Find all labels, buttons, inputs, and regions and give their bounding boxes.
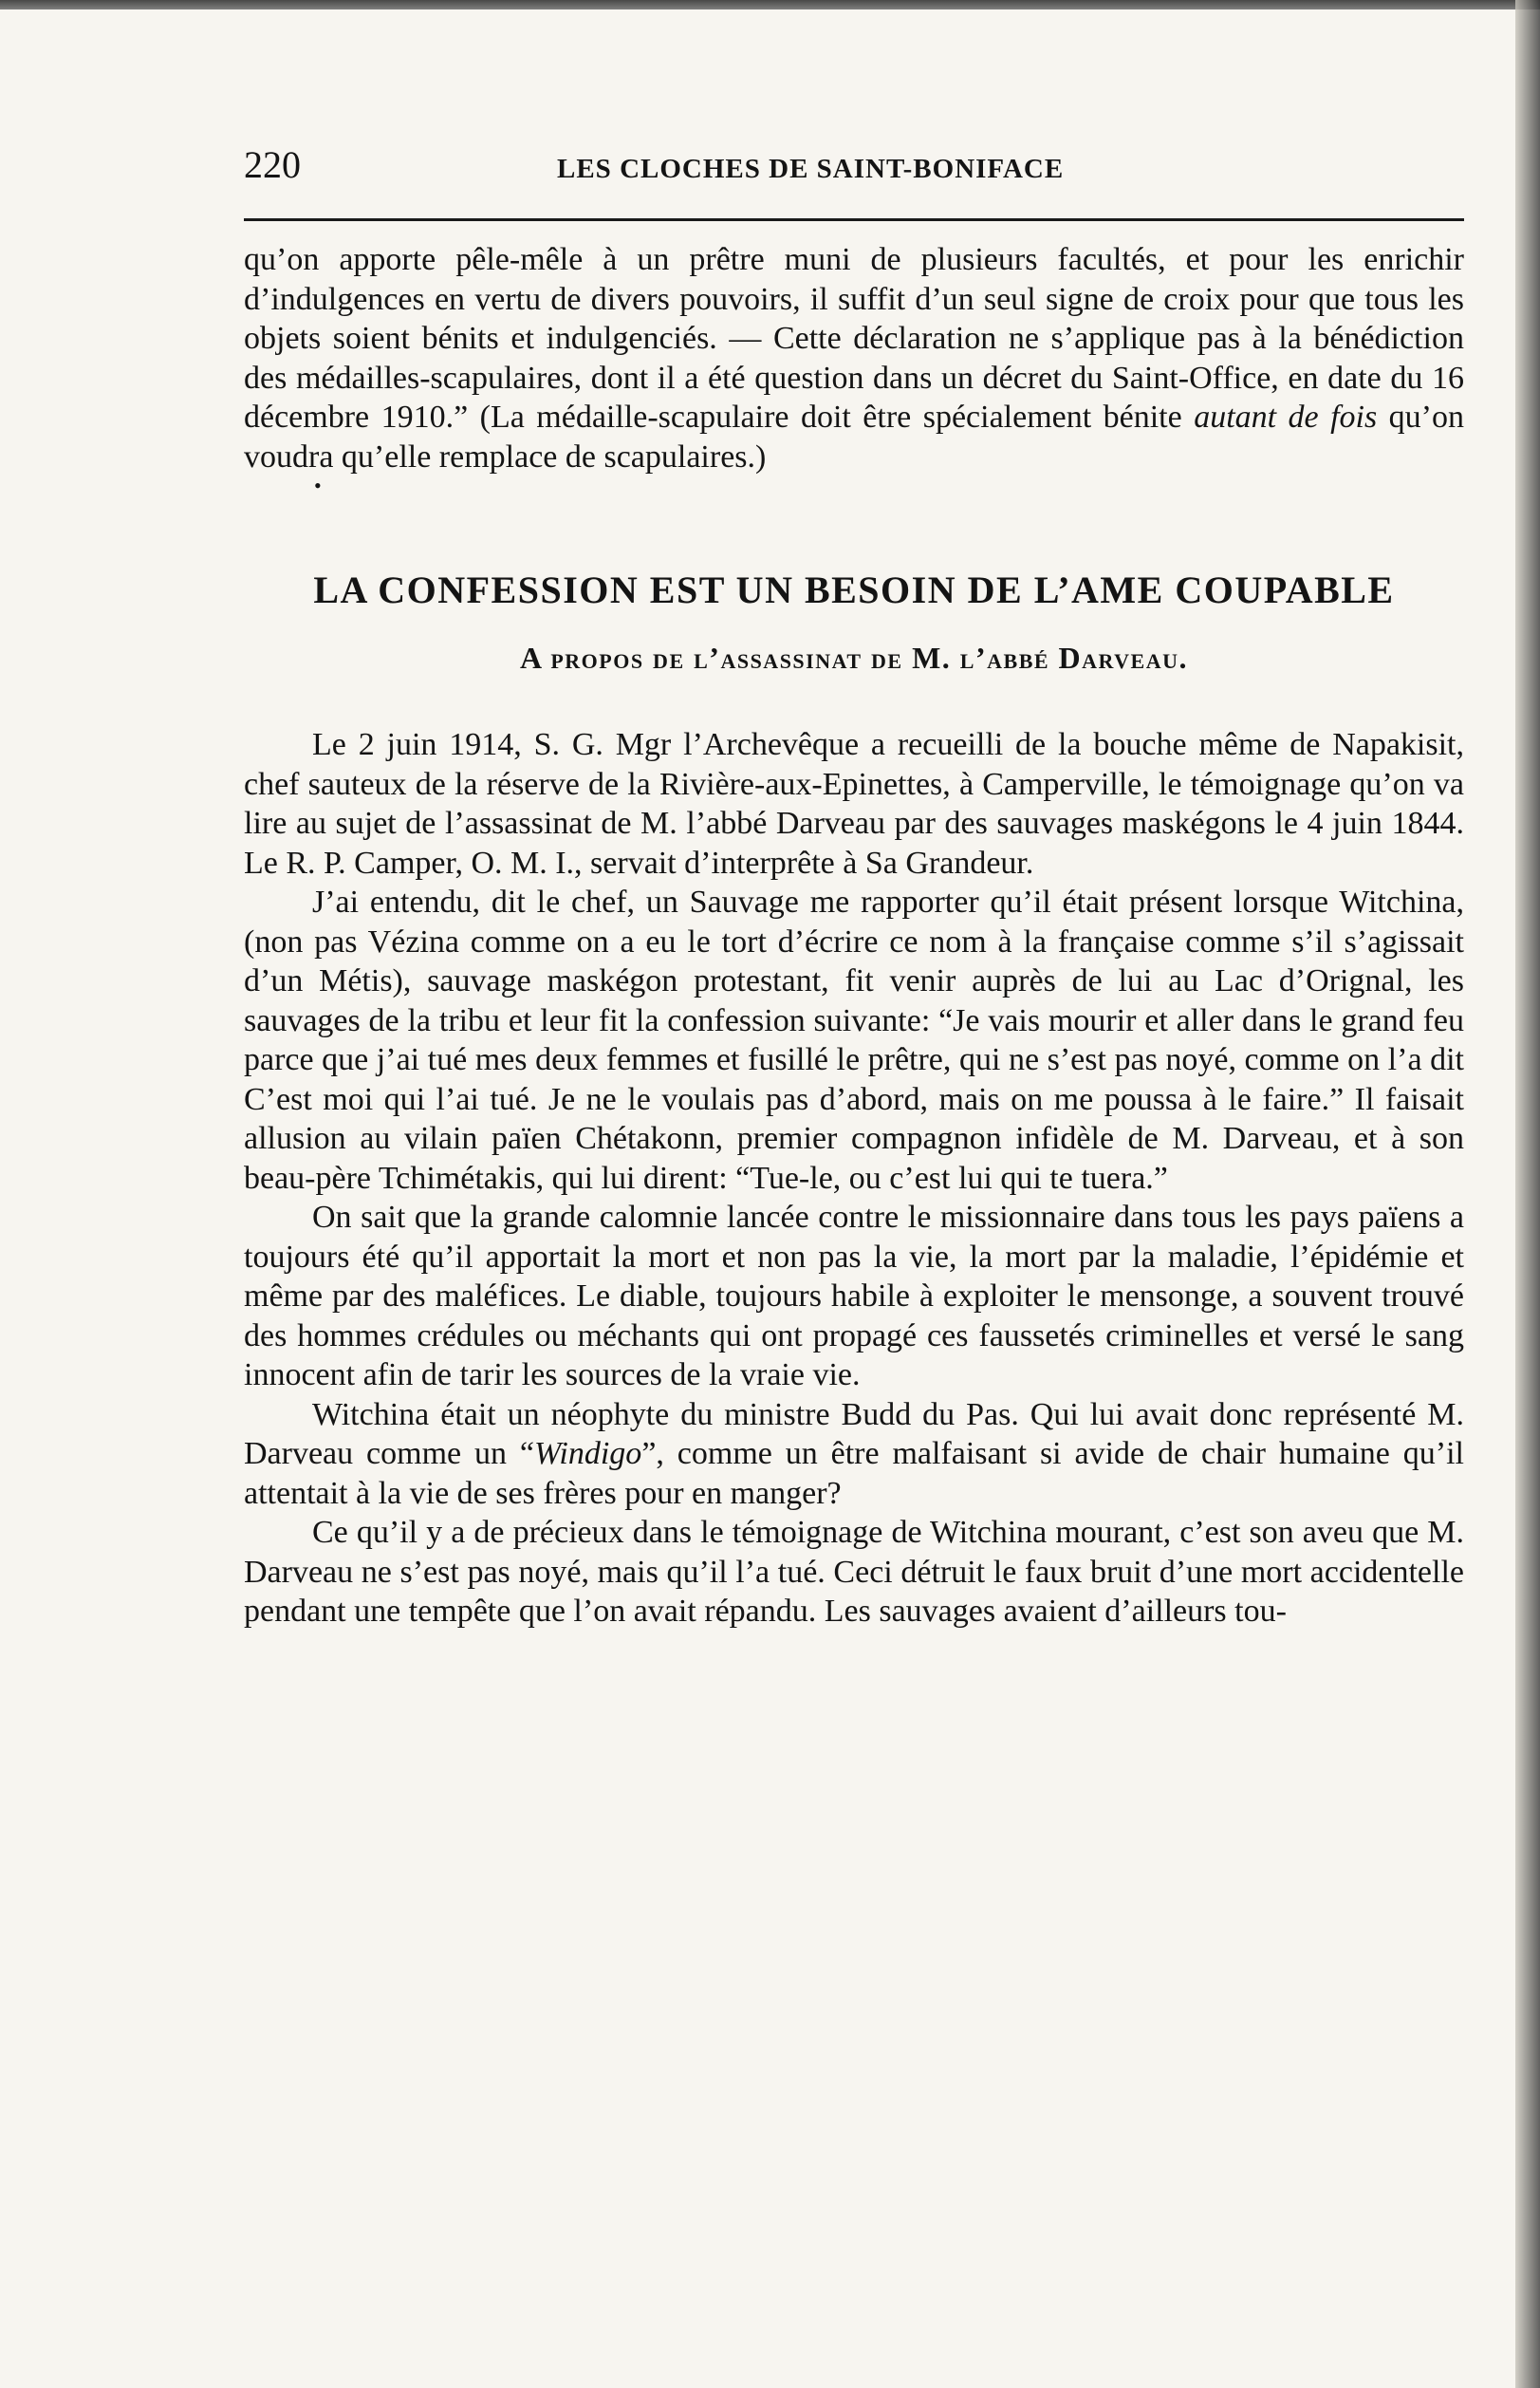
opening-paragraph [244, 240, 1464, 476]
page-number: 220 [244, 143, 301, 186]
page-content [244, 142, 1464, 1632]
opening-italic-text: autant de fois [1194, 400, 1378, 435]
windigo-text-end: ”, comme un être malfaisant si avide de chair humaine qu’il attentait à la vie de ses frères pour en manger? [244, 1436, 1464, 1511]
opening-text-end: qu’on voudra qu’elle remplace de scapulaires.) [244, 400, 1465, 475]
page-right-edge-shadow [1515, 0, 1540, 2388]
body-paragraph-3: On sait que la grande calomnie lancée contre le missionnaire dans tous les pays païens a toujours été qu’il apportait la mort et non pas la vie, la mort par la maladie, l’épidémie et même par des maléfices. Le diable, toujours habile à exploiter le mensonge, a souvent trouvé des hommes crédules ou méchants qui ont propagé ces faussetés criminelles et versé le sang innocent afin de tarir les sources de la vraie vie. [244, 1200, 1464, 1392]
running-title: LES CLOCHES DE SAINT-BONIFACE [557, 154, 1065, 184]
stray-mark: • [314, 474, 322, 497]
header-rule [244, 218, 1464, 221]
body-paragraph-2: J’ai entendu, dit le chef, un Sauvage me rapporter qu’il était présent lorsque Witchina, (non pas Vézina comme on a eu le tort d’écrire ce nom à la française comme s’il s’agissait d’un Métis), sauvage maskégon protestant, fit venir auprès de lui au Lac d’Orignal, les sauvages de la tribu et leur fit la confession suivante: “Je vais mourir et aller dans le grand feu parce que j’ai tué mes deux femmes et fusillé le prêtre, qui ne s’est pas noyé, comme on l’a dit C’est moi qui l’ai tué. Je ne le voulais pas d’abord, mais on me poussa à le faire.” Il faisait allusion au vilain païen Chétakonn, premier compagnon infidèle de M. Darveau, et à son beau-père Tchimétakis, qui lui dirent: “Tue-le, ou c’est lui qui te tuera.” [244, 885, 1464, 1196]
page-header [244, 142, 1464, 192]
page-top-shadow [0, 0, 1540, 9]
section-title: LA CONFESSION EST UN BESOIN DE L’AME COUPABLE [313, 569, 1395, 611]
body-paragraph-final: Ce qu’il y a de précieux dans le témoignage de Witchina mourant, c’est son aveu que M. Darveau ne s’est pas noyé, mais qu’il l’a tué. Ceci détruit le faux bruit d’une mort accidentelle pendant une tempête que l’on avait répandu. Les sauvages avaient d’ailleurs tou- [244, 1515, 1464, 1629]
section-subtitle: A propos de l’assassinat de M. l’abbé Darveau. [519, 641, 1188, 675]
windigo-text-start: Witchina était un néophyte du ministre Budd du Pas. Qui lui avait donc représenté M. Darveau comme un “ [244, 1396, 1464, 1471]
opening-text-start: qu’on apporte pêle-mêle à un prêtre muni de plusieurs facultés, et pour les enrichir d’indulgences en vertu de divers pouvoirs, il suffit d’un seul signe de croix pour que tous les objets soient bénits et indulgenciés. — Cette déclaration ne s’applique pas à la bénédiction des médailles-scapulaires, dont il a été question dans un décret du Saint-Office, en date du 16 décembre 1910.” (La médaille-scapulaire doit être spécialement bénite [244, 242, 1464, 435]
body-paragraph-windigo [244, 1395, 1464, 1514]
windigo-italic-text: Windigo [533, 1436, 642, 1471]
body-paragraph-1: Le 2 juin 1914, S. G. Mgr l’Archevêque a recueilli de la bouche même de Napakisit, chef sauteux de la réserve de la Rivière-aux-Epinettes, à Camperville, le témoignage qu’on va lire au sujet de l’assassinat de M. l’abbé Darveau par des sauvages maskégons le 4 juin 1844. Le R. P. Camper, O. M. I., servait d’interprête à Sa Grandeur. [244, 727, 1464, 881]
